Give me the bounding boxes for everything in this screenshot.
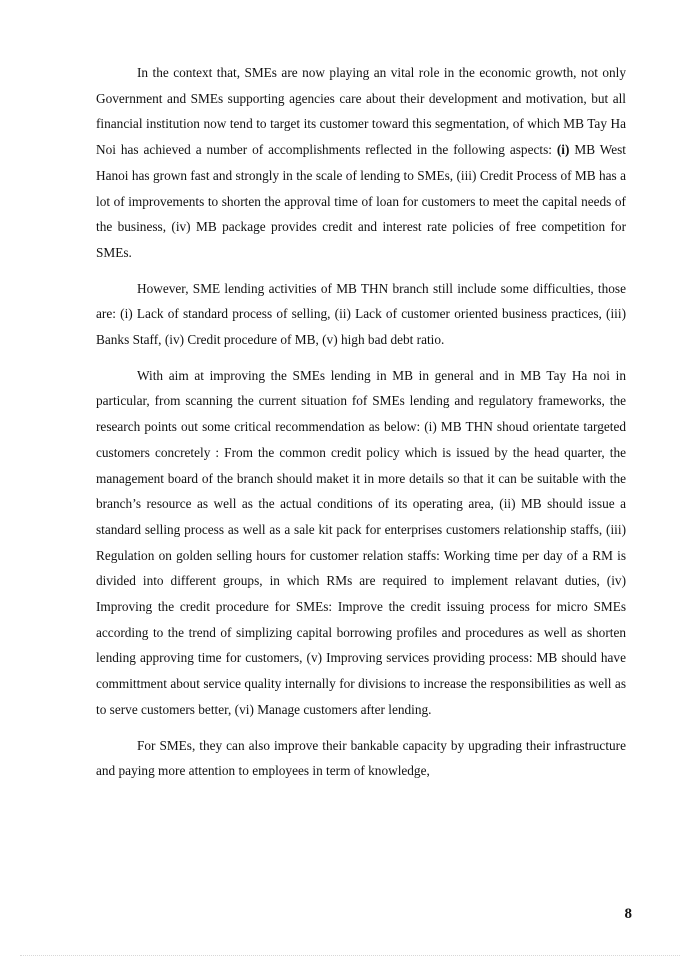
paragraph-3: With aim at improving the SMEs lending in MB in general and in MB Tay Ha noi in particular, from scanning the current situation fof SMEs lending and regulatory frameworks, the research points out some critical recommendation as below: (i) MB THN shoud orientate targeted customers concretely : From the common credit policy which is issued by the head quarter, the management board of the branch should maket it in more details so that it can be suitable with the branch’s resource as well as the actual conditions of its operating area, (ii) MB should issue a standard selling process as well as a sale kit pack for enterprises customers relationship staffs, (iii) Regulation on golden selling hours for customer relation staffs: Working time per day of a RM is divided into different groups, in which RMs are required to implement relavant duties, (iv) Improving the credit procedure for SMEs: Improve the credit issuing process for micro SMEs according to the trend of simplizing capital borrowing profiles and procedures as well as shorten lending approving time for customers, (v) Improving services providing process: MB should have committment about service quality internally for divisions to increase the responsibilities as well as to serve customers better, (vi) Manage customers after lending. — [96, 367, 626, 717]
page-bottom-divider — [20, 955, 680, 956]
page-body — [96, 60, 626, 794]
paragraph-4: For SMEs, they can also improve their bankable capacity by upgrading their infrastructure and paying more attention to employees in term of knowledge, — [96, 737, 626, 779]
paragraph-1 — [96, 60, 626, 266]
paragraph-2: However, SME lending activities of MB THN branch still include some difficulties, those are: (i) Lack of standard process of selling, (ii) Lack of customer oriented business practices, (iii) Banks Staff, (iv) Credit procedure of MB, (v) high bad debt ratio. — [96, 280, 626, 348]
page-number: 8 — [624, 906, 632, 922]
paragraph-1-bold-marker: (i) — [556, 142, 570, 158]
paragraph-1-text-start: In the context that, SMEs are now playing an vital role in the economic growth, not only Government and SMEs supporting agencies care about their development and motivation, but all financial institution now tend to target its customer toward this segmentation, of which MB Tay Ha Noi has achieved a number of accomplishments reflected in the following aspects: — [96, 65, 626, 158]
paragraph-1-text-end: MB West Hanoi has grown fast and strongly in the scale of lending to SMEs, (iii) Credit Process of MB has a lot of improvements to shorten the approval time of loan for customers to meet the capital needs of the business, (iv) MB package provides credit and interest rate policies of free competition for SMEs. — [96, 142, 627, 260]
